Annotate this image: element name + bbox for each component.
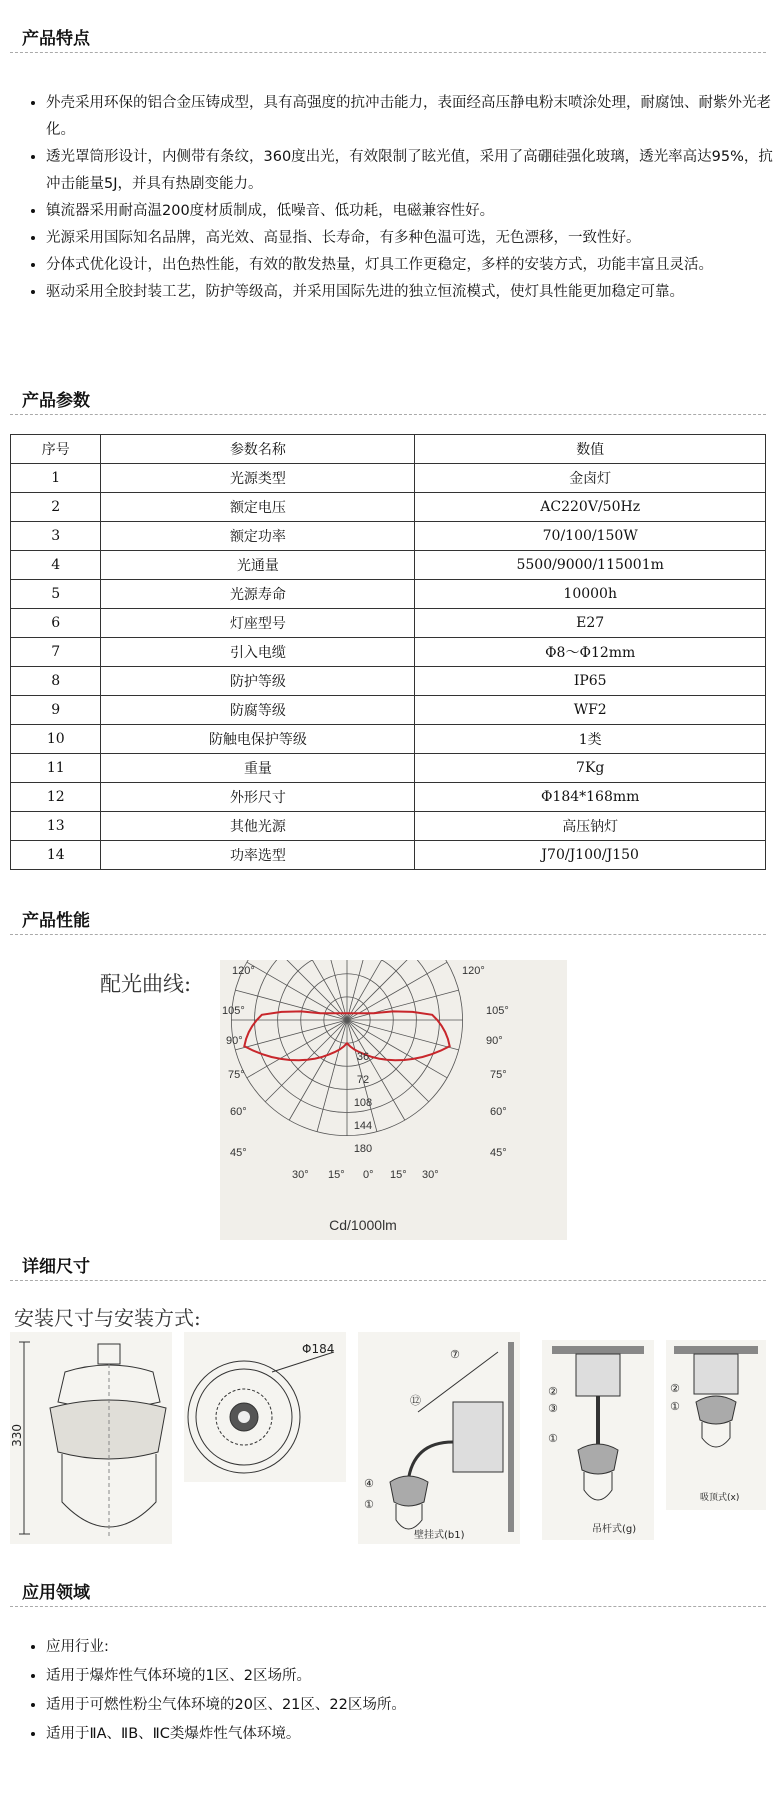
features-list bbox=[22, 90, 776, 306]
height-dimension: 330 bbox=[10, 1424, 24, 1447]
angle-tick-label: 75° bbox=[228, 1069, 245, 1081]
table-cell: 功率选型 bbox=[101, 841, 415, 870]
angle-tick-label: 15° bbox=[390, 1169, 407, 1181]
section-divider bbox=[10, 414, 766, 415]
table-cell: 防护等级 bbox=[101, 667, 415, 696]
application-item: • 适用于可燃性粉尘气体环境的20区、21区、22区场所。 bbox=[46, 1691, 776, 1720]
ceiling-mount-drawing bbox=[666, 1340, 766, 1510]
table-row bbox=[11, 783, 766, 812]
table-header-cell: 序号 bbox=[11, 435, 101, 464]
table-cell: WF2 bbox=[415, 696, 766, 725]
table-cell: 防触电保护等级 bbox=[101, 725, 415, 754]
table-cell: E27 bbox=[415, 609, 766, 638]
angle-tick-label: 105° bbox=[486, 1005, 509, 1017]
polar-grid-spoke bbox=[235, 990, 347, 1020]
params-table bbox=[10, 434, 766, 870]
polar-grid-spoke bbox=[347, 1020, 447, 1078]
table-cell: 3 bbox=[11, 522, 101, 551]
section-divider bbox=[10, 934, 766, 935]
table-header-cell: 参数名称 bbox=[101, 435, 415, 464]
table-cell: 外形尺寸 bbox=[101, 783, 415, 812]
marker-1: ① bbox=[548, 1432, 558, 1445]
polar-grid-spoke bbox=[317, 1020, 347, 1132]
table-cell: J70/J100/J150 bbox=[415, 841, 766, 870]
table-cell: 13 bbox=[11, 812, 101, 841]
polar-grid-spoke bbox=[289, 1020, 347, 1120]
pole-mount-caption: 吊杆式(g) bbox=[592, 1524, 637, 1535]
section-title-params: 产品参数 bbox=[22, 391, 90, 411]
table-row bbox=[11, 493, 766, 522]
application-item: • 适用于爆炸性气体环境的1区、2区场所。 bbox=[46, 1662, 776, 1691]
table-cell: 2 bbox=[11, 493, 101, 522]
radial-tick-label: 180 bbox=[353, 1143, 373, 1155]
marker-1: ① bbox=[364, 1498, 374, 1511]
marker-12: ⑫ bbox=[410, 1394, 421, 1407]
table-cell: 1 bbox=[11, 464, 101, 493]
radial-tick-label: 72 bbox=[356, 1074, 370, 1086]
polar-light-distribution-chart bbox=[220, 960, 567, 1240]
table-row bbox=[11, 841, 766, 870]
section-divider bbox=[10, 1606, 766, 1607]
table-row bbox=[11, 725, 766, 754]
angle-tick-label: 60° bbox=[490, 1106, 507, 1118]
lamp-side-view-svg bbox=[10, 1332, 172, 1544]
table-cell: 10 bbox=[11, 725, 101, 754]
applications-list bbox=[22, 1633, 776, 1749]
radial-tick-label: 144 bbox=[353, 1120, 373, 1132]
table-cell: 其他光源 bbox=[101, 812, 415, 841]
table-cell: 12 bbox=[11, 783, 101, 812]
section-title-performance: 产品性能 bbox=[22, 911, 90, 931]
table-cell: 7 bbox=[11, 638, 101, 667]
marker-4: ④ bbox=[364, 1477, 374, 1490]
table-cell: 额定功率 bbox=[101, 522, 415, 551]
table-row bbox=[11, 609, 766, 638]
table-row bbox=[11, 754, 766, 783]
table-cell: Φ8～Φ12mm bbox=[415, 638, 766, 667]
application-item: • 适用于ⅡA、ⅡB、ⅡC类爆炸性气体环境。 bbox=[46, 1720, 776, 1749]
polar-grid-spoke bbox=[247, 1020, 347, 1078]
table-row bbox=[11, 464, 766, 493]
table-cell: 8 bbox=[11, 667, 101, 696]
angle-tick-label: 30° bbox=[422, 1169, 439, 1181]
table-cell: 灯座型号 bbox=[101, 609, 415, 638]
table-cell: 6 bbox=[11, 609, 101, 638]
table-cell: 1类 bbox=[415, 725, 766, 754]
feature-item: • 驱动采用全胶封装工艺，防护等级高，并采用国际先进的独立恒流模式，使灯具性能更加稳定可靠。 bbox=[46, 279, 776, 306]
curve-label: 配光曲线: bbox=[100, 972, 192, 996]
feature-item: • 分体式优化设计，出色热性能，有效的散发热量，灯具工作更稳定，多样的安装方式，功能丰富且灵活。 bbox=[46, 252, 776, 279]
lamp-side-view-drawing bbox=[10, 1332, 172, 1544]
table-cell: 14 bbox=[11, 841, 101, 870]
wall-mount-caption: 壁挂式(b1) bbox=[414, 1530, 465, 1541]
angle-tick-label: 15° bbox=[328, 1169, 345, 1181]
table-row bbox=[11, 580, 766, 609]
angle-tick-label: 120° bbox=[232, 965, 255, 977]
marker-2: ② bbox=[670, 1382, 680, 1395]
table-cell: 防腐等级 bbox=[101, 696, 415, 725]
marker-2: ② bbox=[548, 1385, 558, 1398]
angle-tick-label: 90° bbox=[486, 1035, 503, 1047]
wall-mount-drawing bbox=[358, 1332, 520, 1544]
ceiling-mount-svg bbox=[666, 1340, 766, 1510]
feature-item: • 外壳采用环保的铝合金压铸成型，具有高强度的抗冲击能力，表面经高压静电粉末喷涂处理，耐腐蚀、耐紫外光老化。 bbox=[46, 90, 776, 144]
marker-1: ① bbox=[670, 1400, 680, 1413]
table-row bbox=[11, 667, 766, 696]
angle-tick-label: 75° bbox=[490, 1069, 507, 1081]
pole-mount-svg bbox=[542, 1340, 654, 1540]
marker-7: ⑦ bbox=[450, 1348, 460, 1361]
section-title-dimensions: 详细尺寸 bbox=[22, 1257, 90, 1277]
marker-3: ③ bbox=[548, 1402, 558, 1415]
angle-tick-label: 105° bbox=[222, 1005, 245, 1017]
angle-tick-label: 30° bbox=[292, 1169, 309, 1181]
angle-tick-label: 60° bbox=[230, 1106, 247, 1118]
section-title-features: 产品特点 bbox=[22, 29, 90, 49]
radial-tick-label: 108 bbox=[353, 1097, 373, 1109]
lamp-top-view-drawing bbox=[184, 1332, 346, 1482]
table-cell: 9 bbox=[11, 696, 101, 725]
angle-tick-label: 45° bbox=[230, 1147, 247, 1159]
table-header-cell: 数值 bbox=[415, 435, 766, 464]
table-cell: 光源类型 bbox=[101, 464, 415, 493]
table-row bbox=[11, 551, 766, 580]
table-cell: 重量 bbox=[101, 754, 415, 783]
polar-grid-spoke bbox=[347, 990, 459, 1020]
section-title-applications: 应用领域 bbox=[22, 1583, 90, 1603]
angle-tick-label: 90° bbox=[226, 1035, 243, 1047]
polar-grid-spoke bbox=[235, 1020, 347, 1050]
wall-mount-svg bbox=[358, 1332, 520, 1544]
polar-chart-svg bbox=[220, 960, 567, 1240]
table-cell: Φ184*168mm bbox=[415, 783, 766, 812]
ceiling-mount-caption: 吸顶式(x) bbox=[700, 1493, 740, 1503]
table-row bbox=[11, 696, 766, 725]
polar-grid-spoke bbox=[347, 1020, 459, 1050]
angle-tick-label: 45° bbox=[490, 1147, 507, 1159]
pole-mount-drawing bbox=[542, 1340, 654, 1540]
table-cell: 5 bbox=[11, 580, 101, 609]
table-row bbox=[11, 812, 766, 841]
table-row bbox=[11, 522, 766, 551]
chart-unit-label: Cd/1000lm bbox=[329, 1217, 397, 1233]
table-cell: 7Kg bbox=[415, 754, 766, 783]
angle-tick-label: 120° bbox=[462, 965, 485, 977]
table-cell: IP65 bbox=[415, 667, 766, 696]
radial-tick-label: 36 bbox=[356, 1051, 370, 1063]
table-cell: 光源寿命 bbox=[101, 580, 415, 609]
application-item: • 应用行业: bbox=[46, 1633, 776, 1662]
table-row bbox=[11, 638, 766, 667]
table-cell: 高压钠灯 bbox=[415, 812, 766, 841]
table-header-row bbox=[11, 435, 766, 464]
table-cell: AC220V/50Hz bbox=[415, 493, 766, 522]
feature-item: • 镇流器采用耐高温200度材质制成，低噪音、低功耗，电磁兼容性好。 bbox=[46, 198, 776, 225]
table-cell: 光通量 bbox=[101, 551, 415, 580]
feature-item: • 透光罩筒形设计，内侧带有条纹，360度出光，有效限制了眩光值，采用了高硼硅强化玻璃，透光率高达95%，抗冲击能量5J，并具有热剧变能力。 bbox=[46, 144, 776, 198]
table-cell: 额定电压 bbox=[101, 493, 415, 522]
table-cell: 10000h bbox=[415, 580, 766, 609]
table-cell: 4 bbox=[11, 551, 101, 580]
table-cell: 金卤灯 bbox=[415, 464, 766, 493]
section-divider bbox=[10, 52, 766, 53]
install-label: 安装尺寸与安装方式: bbox=[14, 1306, 201, 1330]
table-cell: 引入电缆 bbox=[101, 638, 415, 667]
table-cell: 5500/9000/115001m bbox=[415, 551, 766, 580]
table-cell: 70/100/150W bbox=[415, 522, 766, 551]
section-divider bbox=[10, 1280, 766, 1281]
angle-tick-label: 0° bbox=[363, 1169, 374, 1181]
diameter-dimension: Φ184 bbox=[302, 1342, 335, 1356]
polar-grid-spoke bbox=[265, 1020, 347, 1102]
feature-item: • 光源采用国际知名品牌，高光效、高显指、长寿命，有多种色温可选，无色漂移，一致性好。 bbox=[46, 225, 776, 252]
table-cell: 11 bbox=[11, 754, 101, 783]
